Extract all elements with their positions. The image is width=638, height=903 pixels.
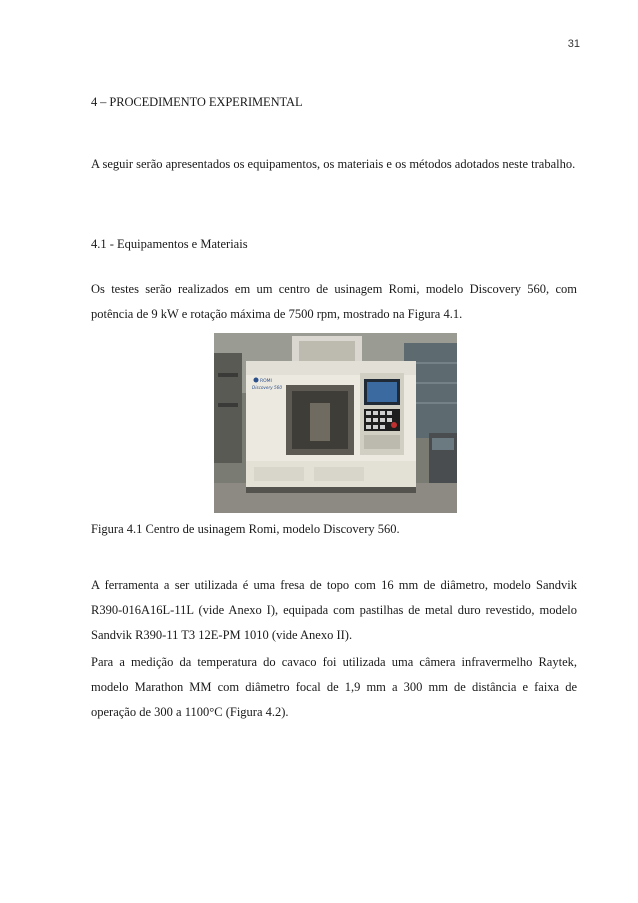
figure-machining-center <box>214 333 457 513</box>
machine-paragraph: Os testes serão realizados em um centro de usinagem Romi, modelo Discovery 560, com potência de 9 kW e rotação máxima de 7500 rpm, mostrado na Figura 4.1. <box>91 282 577 321</box>
machine-brand-label: ROMI <box>260 379 272 384</box>
camera-paragraph: Para a medição da temperatura do cavaco foi utilizada uma câmera infravermelho Raytek, modelo Marathon MM com diâmetro focal de 1,9 mm a 300 mm de distância e faixa de operação de 300 a 1100°C (Figura 4.2). <box>91 655 577 719</box>
chapter-title: 4 – PROCEDIMENTO EXPERIMENTAL <box>91 95 303 109</box>
intro-paragraph: A seguir serão apresentados os equipamentos, os materiais e os métodos adotados neste trabalho. <box>91 157 576 171</box>
section-title: 4.1 - Equipamentos e Materiais <box>91 237 248 251</box>
tool-paragraph: A ferramenta a ser utilizada é uma fresa de topo com 16 mm de diâmetro, modelo Sandvik R390-016A16L-11L (vide Anexo I), equipada com pastilhas de metal duro revestido, modelo Sandvik R390-11 T3 12E-PM 1010 (vide Anexo II). <box>91 578 577 642</box>
page-number: 31 <box>567 38 580 50</box>
machine-model-label: Discovery 560 <box>252 385 283 390</box>
machining-center-photo <box>214 333 457 513</box>
figure-caption: Figura 4.1 Centro de usinagem Romi, modelo Discovery 560. <box>91 522 400 536</box>
